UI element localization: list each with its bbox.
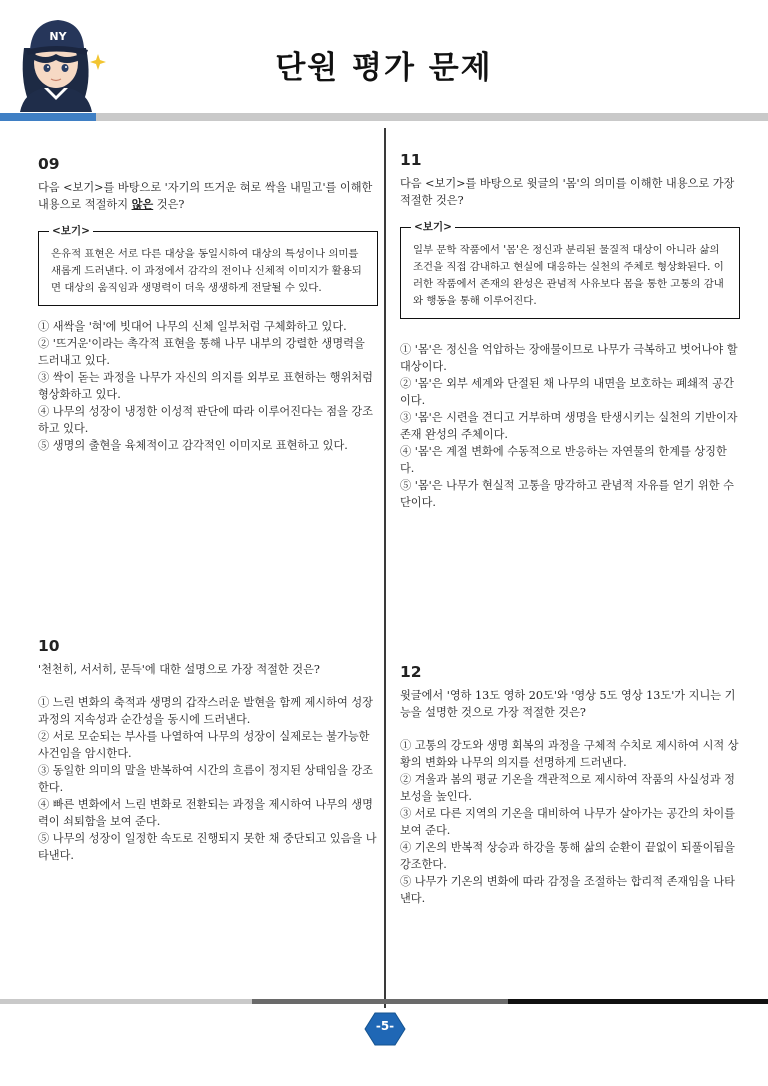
question-10 <box>38 638 378 864</box>
choice-5[interactable]: ⑤ '몸'은 나무가 현실적 고통을 망각하고 관념적 자유를 얻기 위한 수단이다. <box>400 479 734 509</box>
bogi-text: 일부 문학 작품에서 '몸'은 정신과 분리된 물질적 대상이 아니라 삶의 조건을 직접 감내하고 현실에 대응하는 실천의 주체로 형상화된다. 이러한 작품에서 존재의 완성은 관념적 사유보다 몸을 통한 고통의 감내와 행동을 통해 이루어진다. <box>413 244 724 307</box>
question-stem: '천천히, 서서히, 문득'에 대한 설명으로 가장 적절한 것은? <box>38 663 320 676</box>
choice-5[interactable]: ⑤ 나무의 성장이 일정한 속도로 진행되지 못한 채 중단되고 있음을 나타낸다. <box>38 832 377 862</box>
bogi-label: <보기> <box>411 219 455 236</box>
choice-list <box>400 341 740 511</box>
choice-3[interactable]: ③ '몸'은 시련을 견디고 거부하며 생명을 탄생시키는 실천의 기반이자 존재 완성의 주체이다. <box>400 411 738 441</box>
question-number: 09 <box>38 155 60 173</box>
bogi-box <box>400 221 740 319</box>
question-09 <box>38 156 378 454</box>
choice-1[interactable]: ① 느린 변화의 축적과 생명의 갑작스러운 발현을 함께 제시하여 성장 과정의 지속성과 순간성을 동시에 드러낸다. <box>38 696 373 726</box>
choice-2[interactable]: ② 겨울과 봄의 평균 기온을 객관적으로 제시하여 작품의 사실성과 정보성을 높인다. <box>400 773 735 803</box>
choice-3[interactable]: ③ 동일한 의미의 말을 반복하여 시간의 흐름이 정지된 상태임을 강조한다. <box>38 764 373 794</box>
question-number: 12 <box>400 663 422 681</box>
choice-list <box>38 694 378 864</box>
svg-text:NY: NY <box>49 30 67 43</box>
page-title: 단원 평가 문제 <box>275 50 493 86</box>
choice-1[interactable]: ① 새싹을 '혀'에 빗대어 나무의 신체 일부처럼 구체화하고 있다. <box>38 320 347 333</box>
choice-3[interactable]: ③ 서로 다른 지역의 기온을 대비하여 나무가 살아가는 공간의 차이를 보여 준다. <box>400 807 735 837</box>
header-bar <box>96 113 768 121</box>
question-stem: 다음 <보기>를 바탕으로 '자기의 뜨거운 혀로 싹을 내밀고'를 이해한 내용으로 적절하지 않은 것은? <box>38 181 373 211</box>
bogi-box <box>38 225 378 306</box>
bogi-text: 은유적 표현은 서로 다른 대상을 동일시하여 대상의 특성이나 의미를 새롭게 드러낸다. 이 과정에서 감각의 전이나 신체적 이미지가 활용되면 대상의 움직임과 생명력이 더욱 생생하게 전달될 수 있다. <box>51 248 362 294</box>
footer-bar-light <box>0 999 252 1004</box>
question-11 <box>400 152 740 511</box>
footer-bar-dark <box>508 999 768 1004</box>
bogi-label: <보기> <box>49 223 93 240</box>
choice-list <box>38 318 378 454</box>
choice-4[interactable]: ④ 나무의 성장이 냉정한 이성적 판단에 따라 이루어진다는 점을 강조하고 있다. <box>38 405 373 435</box>
choice-list <box>400 737 740 907</box>
choice-4[interactable]: ④ 기온의 반복적 상승과 하강을 통해 삶의 순환이 끝없이 되풀이됨을 강조한다. <box>400 841 735 871</box>
choice-5[interactable]: ⑤ 생명의 출현을 육체적이고 감각적인 이미지로 표현하고 있다. <box>38 439 348 452</box>
choice-5[interactable]: ⑤ 나무가 기온의 변화에 따라 감정을 조절하는 합리적 존재임을 나타낸다. <box>400 875 735 905</box>
question-number: 11 <box>400 151 422 169</box>
choice-2[interactable]: ② '뜨거운'이라는 촉각적 표현을 통해 나무 내부의 강렬한 생명력을 드러내고 있다. <box>38 337 365 367</box>
choice-3[interactable]: ③ 싹이 돋는 과정을 나무가 자신의 의지를 외부로 표현하는 행위처럼 형상화하고 있다. <box>38 371 373 401</box>
choice-2[interactable]: ② 서로 모순되는 부사를 나열하여 나무의 성장이 실제로는 불가능한 사건임을 암시한다. <box>38 730 370 760</box>
emphasis-text: 않은 <box>131 197 154 211</box>
choice-2[interactable]: ② '몸'은 외부 세계와 단절된 채 나무의 내면을 보호하는 폐쇄적 공간이다. <box>400 377 734 407</box>
question-number: 10 <box>38 637 60 655</box>
choice-1[interactable]: ① 고통의 강도와 생명 회복의 과정을 구체적 수치로 제시하여 시적 상황의 변화와 나무의 의지를 선명하게 드러낸다. <box>400 739 739 769</box>
page-number: -5- <box>375 1019 395 1033</box>
question-stem: 윗글에서 '영하 13도 영하 20도'와 '영상 5도 영상 13도'가 지니는 기능을 설명한 것으로 가장 적절한 것은? <box>400 689 736 719</box>
choice-1[interactable]: ① '몸'은 정신을 억압하는 장애물이므로 나무가 극복하고 벗어나야 할 대상이다. <box>400 343 738 373</box>
choice-4[interactable]: ④ 빠른 변화에서 느린 변화로 전환되는 과정을 제시하여 나무의 생명력이 쇠퇴함을 보여 준다. <box>38 798 373 828</box>
question-12 <box>400 664 740 907</box>
choice-4[interactable]: ④ '몸'은 계절 변화에 수동적으로 반응하는 자연물의 한계를 상징한다. <box>400 445 727 475</box>
header-accent-bar <box>0 113 96 121</box>
column-divider <box>384 128 386 1008</box>
footer-bar-mid <box>252 999 508 1004</box>
question-stem: 다음 <보기>를 바탕으로 윗글의 '몸'의 의미를 이해한 내용으로 가장 적절한 것은? <box>400 177 735 207</box>
